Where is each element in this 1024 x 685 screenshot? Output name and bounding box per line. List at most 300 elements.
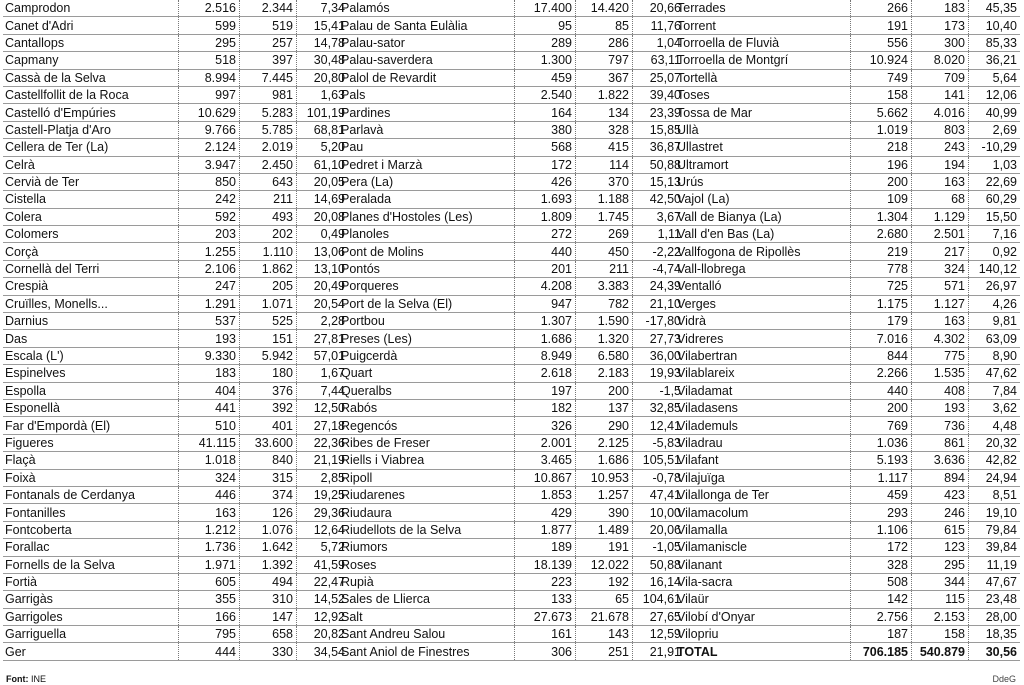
- table-row: [339, 556, 684, 573]
- municipality-name: Cruïlles, Monells...: [3, 295, 179, 312]
- municipality-name: Ripoll: [339, 469, 515, 486]
- population-previous: 7.445: [240, 69, 297, 86]
- table-row: [339, 243, 684, 260]
- population-value: 2.618: [515, 365, 576, 382]
- population-value: 1.255: [179, 243, 240, 260]
- municipality-name: Far d'Empordà (El): [3, 417, 179, 434]
- municipality-table: [675, 0, 1020, 661]
- municipality-name: Vila-sacra: [675, 573, 851, 590]
- growth-percent: 22,69: [969, 173, 1021, 190]
- growth-percent: 140,12: [969, 260, 1021, 277]
- table-row: [675, 556, 1020, 573]
- growth-percent: 20,06: [633, 521, 685, 538]
- population-previous: 3.383: [576, 278, 633, 295]
- table-row: [339, 295, 684, 312]
- population-previous: 243: [912, 139, 969, 156]
- population-previous: 1.686: [576, 452, 633, 469]
- population-previous: 1.320: [576, 330, 633, 347]
- population-previous: 33.600: [240, 434, 297, 451]
- table-row: [339, 573, 684, 590]
- table-row: [675, 0, 1020, 17]
- population-value: 1.686: [515, 330, 576, 347]
- population-previous: 328: [576, 121, 633, 138]
- growth-percent: 42,50: [633, 191, 685, 208]
- municipality-name: Cellera de Ter (La): [3, 139, 179, 156]
- population-previous: 193: [912, 399, 969, 416]
- growth-percent: 7,84: [969, 382, 1021, 399]
- population-previous: 269: [576, 226, 633, 243]
- municipality-name: Queralbs: [339, 382, 515, 399]
- population-value: 518: [179, 52, 240, 69]
- municipality-name: Esponellà: [3, 399, 179, 416]
- growth-percent: 12,59: [633, 626, 685, 643]
- population-value: 997: [179, 86, 240, 103]
- population-previous: 775: [912, 347, 969, 364]
- table-row: [675, 86, 1020, 103]
- growth-percent: 14,52: [297, 591, 349, 608]
- growth-percent: 20,82: [297, 626, 349, 643]
- growth-percent: 22,47: [297, 573, 349, 590]
- table-row: [3, 399, 348, 416]
- growth-percent: 85,33: [969, 34, 1021, 51]
- population-previous: 450: [576, 243, 633, 260]
- growth-percent: 4,26: [969, 295, 1021, 312]
- population-value: 749: [851, 69, 912, 86]
- population-value: 10.924: [851, 52, 912, 69]
- population-value: 17.400: [515, 0, 576, 17]
- population-previous: 68: [912, 191, 969, 208]
- growth-percent: 9,81: [969, 313, 1021, 330]
- table-row: [339, 260, 684, 277]
- municipality-name: Canet d'Adri: [3, 17, 179, 34]
- population-previous: 1.188: [576, 191, 633, 208]
- population-value: 1.018: [179, 452, 240, 469]
- population-previous: 797: [576, 52, 633, 69]
- municipality-name: Vilanant: [675, 556, 851, 573]
- municipality-name: Viladrau: [675, 434, 851, 451]
- municipality-name: Riells i Viabrea: [339, 452, 515, 469]
- municipality-name: Fornells de la Selva: [3, 556, 179, 573]
- growth-percent: 36,21: [969, 52, 1021, 69]
- table-row: [339, 365, 684, 382]
- table-row: [3, 226, 348, 243]
- municipality-name: Sant Andreu Salou: [339, 626, 515, 643]
- municipality-name: Vilafant: [675, 452, 851, 469]
- population-previous: 147: [240, 608, 297, 625]
- growth-percent: 1,67: [297, 365, 349, 382]
- municipality-name: Palau-saverdera: [339, 52, 515, 69]
- population-value: 440: [851, 382, 912, 399]
- table-row: [675, 626, 1020, 643]
- population-previous: 4.016: [912, 104, 969, 121]
- growth-percent: 8,51: [969, 486, 1021, 503]
- population-previous: 158: [912, 626, 969, 643]
- population-previous: 286: [576, 34, 633, 51]
- population-previous: 192: [576, 573, 633, 590]
- population-value: 444: [179, 643, 240, 660]
- population-previous: 191: [576, 539, 633, 556]
- table-row: [3, 330, 348, 347]
- table-row: [3, 365, 348, 382]
- population-value: 446: [179, 486, 240, 503]
- table-row: [675, 243, 1020, 260]
- table-row: [3, 382, 348, 399]
- municipality-name: TOTAL: [675, 643, 851, 660]
- growth-percent: 23,48: [969, 591, 1021, 608]
- population-previous: 374: [240, 486, 297, 503]
- table-row: [675, 295, 1020, 312]
- table-row: [675, 260, 1020, 277]
- growth-percent: 12,92: [297, 608, 349, 625]
- municipality-name: Palol de Revardit: [339, 69, 515, 86]
- table-row: [339, 86, 684, 103]
- population-previous: 370: [576, 173, 633, 190]
- table-row: [3, 34, 348, 51]
- population-previous: 205: [240, 278, 297, 295]
- table-row: [3, 313, 348, 330]
- population-previous: 981: [240, 86, 297, 103]
- municipality-name: Vall d'en Bas (La): [675, 226, 851, 243]
- population-previous: 401: [240, 417, 297, 434]
- table-row: [675, 365, 1020, 382]
- growth-percent: 1,04: [633, 34, 685, 51]
- population-previous: 211: [576, 260, 633, 277]
- municipality-name: Preses (Les): [339, 330, 515, 347]
- population-previous: 6.580: [576, 347, 633, 364]
- population-value: 850: [179, 173, 240, 190]
- population-previous: 494: [240, 573, 297, 590]
- municipality-name: Port de la Selva (El): [339, 295, 515, 312]
- growth-percent: 15,85: [633, 121, 685, 138]
- municipality-name: Vilabertran: [675, 347, 851, 364]
- population-previous: 840: [240, 452, 297, 469]
- growth-percent: 27,81: [297, 330, 349, 347]
- population-value: 189: [515, 539, 576, 556]
- growth-percent: 12,50: [297, 399, 349, 416]
- population-previous: 367: [576, 69, 633, 86]
- population-previous: 21.678: [576, 608, 633, 625]
- table-row: [339, 139, 684, 156]
- population-value: 508: [851, 573, 912, 590]
- table-row: [339, 191, 684, 208]
- municipality-name: Cistella: [3, 191, 179, 208]
- municipality-name: Ventalló: [675, 278, 851, 295]
- growth-percent: 20,05: [297, 173, 349, 190]
- table-row: [3, 539, 348, 556]
- table-row: [339, 52, 684, 69]
- municipality-name: Espolla: [3, 382, 179, 399]
- table-row: [675, 521, 1020, 538]
- municipality-name: Forallac: [3, 539, 179, 556]
- growth-percent: 104,61: [633, 591, 685, 608]
- population-value: 3.465: [515, 452, 576, 469]
- population-value: 191: [851, 17, 912, 34]
- municipality-name: Palau-sator: [339, 34, 515, 51]
- growth-percent: 26,97: [969, 278, 1021, 295]
- population-previous: 1.076: [240, 521, 297, 538]
- table-row: [3, 591, 348, 608]
- growth-percent: 68,81: [297, 121, 349, 138]
- population-previous: 1.110: [240, 243, 297, 260]
- growth-percent: -1,5: [633, 382, 685, 399]
- population-previous: 1.071: [240, 295, 297, 312]
- total-row: [675, 643, 1020, 660]
- table-row: [675, 173, 1020, 190]
- growth-percent: 45,35: [969, 0, 1021, 17]
- growth-percent: 22,36: [297, 434, 349, 451]
- table-row: [3, 486, 348, 503]
- municipality-name: Vilaür: [675, 591, 851, 608]
- population-value: 404: [179, 382, 240, 399]
- table-row: [339, 69, 684, 86]
- table-row: [3, 452, 348, 469]
- municipality-name: Pau: [339, 139, 515, 156]
- population-value: 8.949: [515, 347, 576, 364]
- table-row: [3, 191, 348, 208]
- population-previous: 1.489: [576, 521, 633, 538]
- table-row: [339, 382, 684, 399]
- population-value: 247: [179, 278, 240, 295]
- growth-percent: 42,82: [969, 452, 1021, 469]
- growth-percent: 36,00: [633, 347, 685, 364]
- population-value: 158: [851, 86, 912, 103]
- table-row: [339, 0, 684, 17]
- table-row: [675, 347, 1020, 364]
- municipality-name: Vajol (La): [675, 191, 851, 208]
- population-previous: 736: [912, 417, 969, 434]
- municipality-name: Tortellà: [675, 69, 851, 86]
- municipality-name: Vidreres: [675, 330, 851, 347]
- growth-percent: 11,76: [633, 17, 685, 34]
- population-previous: 1.862: [240, 260, 297, 277]
- population-previous: 14.420: [576, 0, 633, 17]
- municipality-name: Regencós: [339, 417, 515, 434]
- table-row: [675, 278, 1020, 295]
- population-previous: 2.019: [240, 139, 297, 156]
- municipality-name: Rupià: [339, 573, 515, 590]
- table-row: [675, 452, 1020, 469]
- population-value: 1.736: [179, 539, 240, 556]
- municipality-name: Garrigàs: [3, 591, 179, 608]
- table-row: [3, 243, 348, 260]
- population-previous: 1.822: [576, 86, 633, 103]
- growth-percent: 40,99: [969, 104, 1021, 121]
- population-previous: 134: [576, 104, 633, 121]
- population-previous: 246: [912, 504, 969, 521]
- population-previous: 397: [240, 52, 297, 69]
- table-row: [3, 504, 348, 521]
- table-row: [3, 260, 348, 277]
- municipality-name: Roses: [339, 556, 515, 573]
- population-previous: 1.535: [912, 365, 969, 382]
- municipality-name: Vilopriu: [675, 626, 851, 643]
- municipality-name: Palamós: [339, 0, 515, 17]
- table-row: [3, 121, 348, 138]
- table-row: [3, 17, 348, 34]
- population-value: 18.139: [515, 556, 576, 573]
- table-row: [339, 399, 684, 416]
- population-value: 242: [179, 191, 240, 208]
- table-row: [675, 17, 1020, 34]
- municipality-name: Colera: [3, 208, 179, 225]
- population-value: 5.662: [851, 104, 912, 121]
- table-row: [675, 608, 1020, 625]
- municipality-name: Vilobí d'Onyar: [675, 608, 851, 625]
- municipality-name: Vilamaniscle: [675, 539, 851, 556]
- population-value: 223: [515, 573, 576, 590]
- growth-percent: 28,00: [969, 608, 1021, 625]
- population-previous: 2.125: [576, 434, 633, 451]
- growth-percent: 10,00: [633, 504, 685, 521]
- growth-percent: 101,19: [297, 104, 349, 121]
- municipality-name: Colomers: [3, 226, 179, 243]
- growth-percent: 19,93: [633, 365, 685, 382]
- population-previous: 114: [576, 156, 633, 173]
- growth-percent: 2,69: [969, 121, 1021, 138]
- municipality-name: Pont de Molins: [339, 243, 515, 260]
- growth-percent: 50,88: [633, 156, 685, 173]
- growth-percent: 2,85: [297, 469, 349, 486]
- table-row: [3, 0, 348, 17]
- growth-percent: 41,59: [297, 556, 349, 573]
- population-previous: 658: [240, 626, 297, 643]
- growth-percent: 27,18: [297, 417, 349, 434]
- population-value: 556: [851, 34, 912, 51]
- population-value: 161: [515, 626, 576, 643]
- population-value: 1.019: [851, 121, 912, 138]
- municipality-name: Castellfollit de la Roca: [3, 86, 179, 103]
- population-value: 1.304: [851, 208, 912, 225]
- population-value: 200: [851, 399, 912, 416]
- population-value: 8.994: [179, 69, 240, 86]
- population-previous: 2.183: [576, 365, 633, 382]
- population-value: 599: [179, 17, 240, 34]
- municipality-name: Ger: [3, 643, 179, 660]
- population-value: 41.115: [179, 434, 240, 451]
- population-value: 197: [515, 382, 576, 399]
- municipality-name: Fontanals de Cerdanya: [3, 486, 179, 503]
- table-row: [339, 121, 684, 138]
- growth-percent: 21,19: [297, 452, 349, 469]
- population-previous: 330: [240, 643, 297, 660]
- table-row: [3, 86, 348, 103]
- population-value: 133: [515, 591, 576, 608]
- population-value: 2.266: [851, 365, 912, 382]
- population-previous: 115: [912, 591, 969, 608]
- municipality-name: Riumors: [339, 539, 515, 556]
- growth-percent: 50,88: [633, 556, 685, 573]
- population-previous: 2.344: [240, 0, 297, 17]
- growth-percent: 21,91: [633, 643, 685, 660]
- municipality-name: Fortià: [3, 573, 179, 590]
- table-row: [339, 173, 684, 190]
- table-row: [339, 521, 684, 538]
- municipality-name: Planes d'Hostoles (Les): [339, 208, 515, 225]
- growth-percent: 24,94: [969, 469, 1021, 486]
- table-row: [3, 417, 348, 434]
- population-value: 95: [515, 17, 576, 34]
- municipality-name: Capmany: [3, 52, 179, 69]
- table-row: [3, 295, 348, 312]
- population-previous: 200: [576, 382, 633, 399]
- municipality-name: Torroella de Montgrí: [675, 52, 851, 69]
- growth-percent: 12,06: [969, 86, 1021, 103]
- population-value: 9.330: [179, 347, 240, 364]
- growth-percent: 20,54: [297, 295, 349, 312]
- municipality-name: Crespià: [3, 278, 179, 295]
- population-value: 272: [515, 226, 576, 243]
- table-row: [675, 539, 1020, 556]
- population-previous: 5.283: [240, 104, 297, 121]
- growth-percent: 20,49: [297, 278, 349, 295]
- growth-percent: 15,50: [969, 208, 1021, 225]
- table-row: [3, 626, 348, 643]
- table-row: [339, 591, 684, 608]
- growth-percent: 1,63: [297, 86, 349, 103]
- population-previous: 143: [576, 626, 633, 643]
- growth-percent: 20,08: [297, 208, 349, 225]
- growth-percent: 25,07: [633, 69, 685, 86]
- population-previous: 310: [240, 591, 297, 608]
- municipality-name: Flaçà: [3, 452, 179, 469]
- growth-percent: -2,22: [633, 243, 685, 260]
- municipality-name: Foixà: [3, 469, 179, 486]
- municipality-name: Vall de Bianya (La): [675, 208, 851, 225]
- growth-percent: 3,62: [969, 399, 1021, 416]
- population-previous: 4.302: [912, 330, 969, 347]
- table-row: [3, 52, 348, 69]
- population-value: 10.867: [515, 469, 576, 486]
- growth-percent: 5,64: [969, 69, 1021, 86]
- population-value: 3.947: [179, 156, 240, 173]
- municipality-name: Terrades: [675, 0, 851, 17]
- municipality-name: Cervià de Ter: [3, 173, 179, 190]
- population-previous: 2.501: [912, 226, 969, 243]
- population-value: 172: [851, 539, 912, 556]
- population-previous: 257: [240, 34, 297, 51]
- municipality-name: Porqueres: [339, 278, 515, 295]
- population-previous: 519: [240, 17, 297, 34]
- population-value: 266: [851, 0, 912, 17]
- population-value: 324: [179, 469, 240, 486]
- growth-percent: -5,83: [633, 434, 685, 451]
- population-value: 201: [515, 260, 576, 277]
- table-row: [3, 156, 348, 173]
- table-row: [675, 191, 1020, 208]
- table-row: [675, 121, 1020, 138]
- population-value: 1.291: [179, 295, 240, 312]
- growth-percent: 18,35: [969, 626, 1021, 643]
- population-previous: 2.450: [240, 156, 297, 173]
- municipality-name: Fontcoberta: [3, 521, 179, 538]
- growth-percent: 30,56: [969, 643, 1021, 660]
- municipality-name: Pontós: [339, 260, 515, 277]
- municipality-name: Parlavà: [339, 121, 515, 138]
- growth-percent: 10,40: [969, 17, 1021, 34]
- municipality-name: Escala (L'): [3, 347, 179, 364]
- population-value: 183: [179, 365, 240, 382]
- municipality-name: Sales de Llierca: [339, 591, 515, 608]
- municipality-table: [339, 0, 684, 661]
- population-value: 2.756: [851, 608, 912, 625]
- population-value: 166: [179, 608, 240, 625]
- municipality-name: Vilallonga de Ter: [675, 486, 851, 503]
- table-row: [339, 539, 684, 556]
- municipality-name: Pardines: [339, 104, 515, 121]
- growth-percent: -1,05: [633, 539, 685, 556]
- population-previous: 12.022: [576, 556, 633, 573]
- population-previous: 315: [240, 469, 297, 486]
